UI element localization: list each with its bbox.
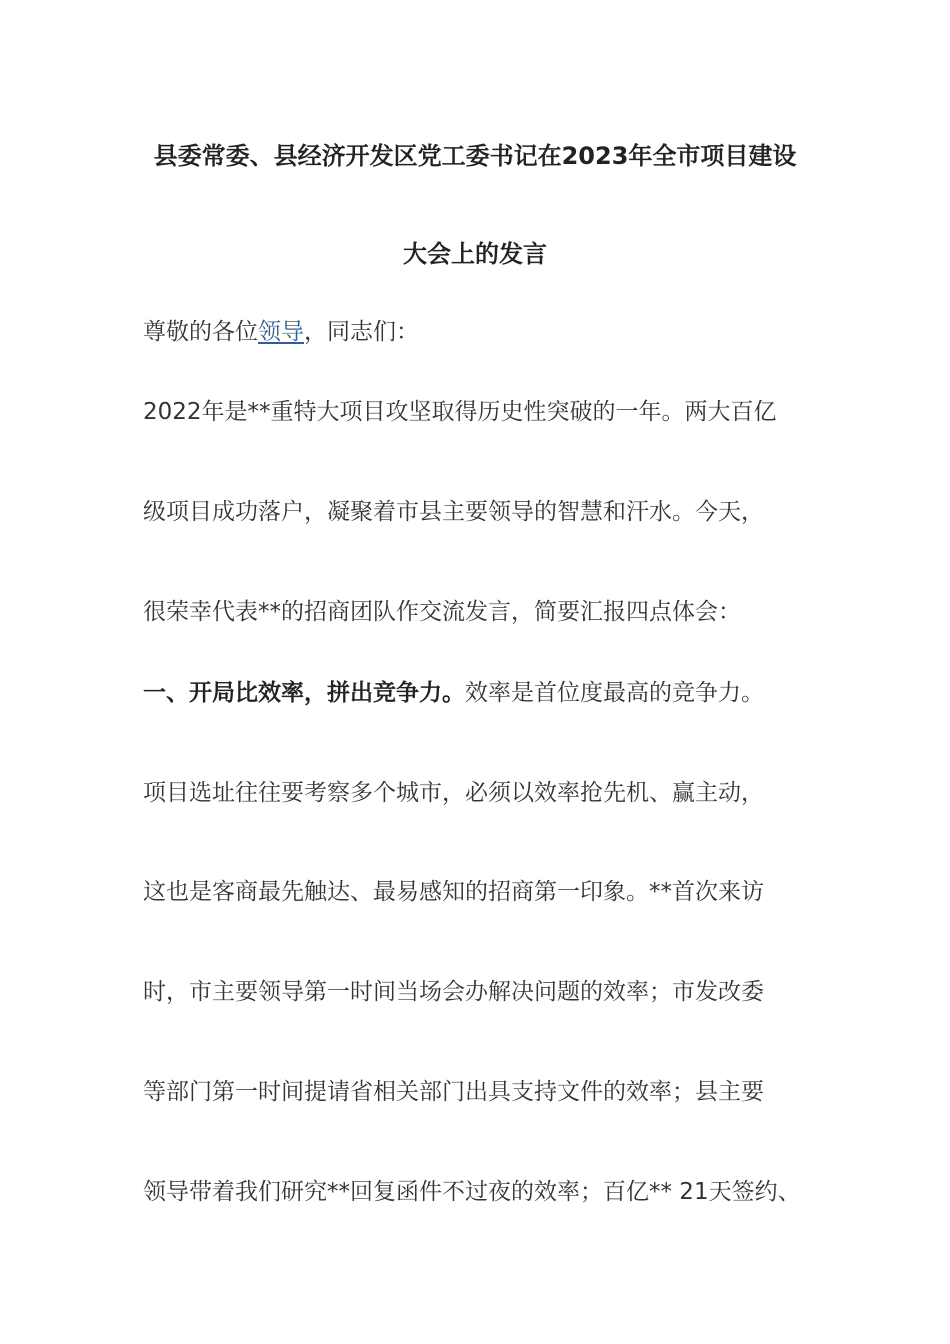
paragraph-line: 很荣幸代表**的招商团队作交流发言，简要汇报四点体会： bbox=[143, 599, 741, 625]
paragraph-line: 时，市主要领导第一时间当场会办解决问题的效率；市发改委 bbox=[143, 979, 764, 1005]
leaders-link[interactable]: 领导 bbox=[258, 319, 304, 345]
salutation bbox=[143, 316, 419, 348]
paragraph-line: 等部门第一时间提请省相关部门出具支持文件的效率；县主要 bbox=[143, 1079, 764, 1105]
section-1-text: 效率是首位度最高的竞争力。 bbox=[465, 680, 764, 706]
paragraph-line: 2022年是**重特大项目攻坚取得历史性突破的一年。两大百亿 bbox=[143, 399, 777, 425]
salutation-suffix: ，同志们： bbox=[304, 319, 419, 345]
document-title-line-1: 县委常委、县经济开发区党工委书记在2023年全市项目建设 bbox=[153, 142, 797, 170]
section-1-heading: 一、开局比效率，拼出竞争力。 bbox=[143, 680, 465, 706]
section-1-first-line bbox=[143, 677, 764, 709]
document-title-line-2: 大会上的发言 bbox=[403, 240, 547, 268]
paragraph-line: 领导带着我们研究**回复函件不过夜的效率；百亿** 21天签约、 bbox=[143, 1179, 801, 1205]
paragraph-line: 这也是客商最先触达、最易感知的招商第一印象。**首次来访 bbox=[143, 879, 764, 905]
salutation-prefix: 尊敬的各位 bbox=[143, 319, 258, 345]
paragraph-line: 级项目成功落户，凝聚着市县主要领导的智慧和汗水。今天， bbox=[143, 499, 764, 525]
paragraph-line: 项目选址往往要考察多个城市，必须以效率抢先机、赢主动， bbox=[143, 780, 764, 806]
